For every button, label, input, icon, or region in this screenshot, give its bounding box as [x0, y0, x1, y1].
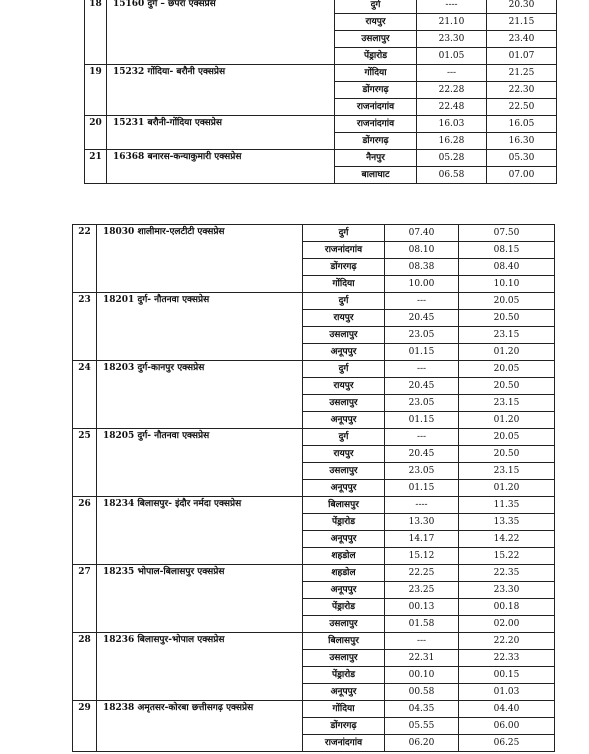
station-name: पेंड्रारोड [303, 667, 385, 684]
arrival-time: 22.48 [417, 99, 487, 116]
train-name: 15232 गोंदिया- बरौनी एक्सप्रेस [107, 65, 335, 116]
train-name: 16368 बनारस-कन्याकुमारी एक्सप्रेस [107, 150, 335, 184]
departure-time: 14.22 [459, 531, 555, 548]
station-name: शहडोल [303, 565, 385, 582]
train-name: 15231 बरौनी-गोंदिया एक्सप्रेस [107, 116, 335, 150]
arrival-time: 23.05 [385, 327, 459, 344]
station-name: बिलासपुर [303, 633, 385, 650]
departure-time: 23.15 [459, 463, 555, 480]
arrival-time: 23.05 [385, 463, 459, 480]
departure-time: 21.15 [487, 14, 557, 31]
arrival-time: 01.15 [385, 412, 459, 429]
arrival-time: 22.28 [417, 82, 487, 99]
arrival-time: 00.13 [385, 599, 459, 616]
arrival-time: ---- [417, 0, 487, 14]
departure-time: 10.10 [459, 276, 555, 293]
station-name: डोंगरगढ़ [303, 259, 385, 276]
arrival-time: 13.30 [385, 514, 459, 531]
train-serial: 21 [85, 150, 107, 184]
station-name: डोंगरगढ़ [335, 82, 417, 99]
station-name: राजनांदगांव [335, 116, 417, 133]
station-name: रायपुर [303, 310, 385, 327]
train-serial: 22 [73, 225, 97, 293]
arrival-time: --- [385, 293, 459, 310]
departure-time: 08.40 [459, 259, 555, 276]
station-name: पेंड्रारोड [303, 514, 385, 531]
arrival-time: ---- [385, 497, 459, 514]
departure-time: 20.50 [459, 378, 555, 395]
table-row [73, 565, 555, 582]
table-row [73, 701, 555, 718]
arrival-time: 20.45 [385, 378, 459, 395]
departure-time: 01.07 [487, 48, 557, 65]
table-row [85, 65, 557, 82]
departure-time: 23.30 [459, 582, 555, 599]
departure-time: 00.18 [459, 599, 555, 616]
timetable-1-body [85, 0, 557, 184]
table-row [73, 633, 555, 650]
station-name: गोंदिया [303, 276, 385, 293]
departure-time: 22.50 [487, 99, 557, 116]
arrival-time: 00.58 [385, 684, 459, 701]
table-row [85, 0, 557, 14]
departure-time: 23.15 [459, 395, 555, 412]
station-name: राजनांदगांव [303, 735, 385, 752]
timetable-2-body [73, 225, 555, 752]
arrival-time: 06.20 [385, 735, 459, 752]
departure-time: 20.05 [459, 293, 555, 310]
arrival-time: 22.31 [385, 650, 459, 667]
train-name: 18235 भोपाल-बिलासपुर एक्सप्रेस [97, 565, 303, 633]
train-serial: 20 [85, 116, 107, 150]
departure-time: 11.35 [459, 497, 555, 514]
arrival-time: 23.30 [417, 31, 487, 48]
train-serial: 26 [73, 497, 97, 565]
arrival-time: 07.40 [385, 225, 459, 242]
station-name: उसलापुर [303, 650, 385, 667]
departure-time: 01.03 [459, 684, 555, 701]
arrival-time: 08.10 [385, 242, 459, 259]
station-name: गोंदिया [303, 701, 385, 718]
departure-time: 04.40 [459, 701, 555, 718]
train-name: 15160 दुर्ग – छपरा एक्सप्रेस [107, 0, 335, 65]
arrival-time: 06.58 [417, 167, 487, 184]
departure-time: 05.30 [487, 150, 557, 167]
departure-time: 22.35 [459, 565, 555, 582]
station-name: शहडोल [303, 548, 385, 565]
train-name: 18203 दुर्ग-कानपुर एक्सप्रेस [97, 361, 303, 429]
arrival-time: 16.03 [417, 116, 487, 133]
station-name: दुर्ग [303, 429, 385, 446]
departure-time: 21.25 [487, 65, 557, 82]
train-name: 18236 बिलासपुर-भोपाल एक्सप्रेस [97, 633, 303, 701]
table-row [73, 225, 555, 242]
arrival-time: --- [385, 633, 459, 650]
arrival-time: 00.10 [385, 667, 459, 684]
departure-time: 01.20 [459, 344, 555, 361]
arrival-time: --- [385, 429, 459, 446]
arrival-time: --- [417, 65, 487, 82]
departure-time: 15.22 [459, 548, 555, 565]
table-row [73, 497, 555, 514]
station-name: रायपुर [335, 14, 417, 31]
departure-time: 01.20 [459, 480, 555, 497]
station-name: बालाघाट [335, 167, 417, 184]
train-serial: 25 [73, 429, 97, 497]
train-name: 18030 शालीमार-एलटीटी एक्सप्रेस [97, 225, 303, 293]
arrival-time: 04.35 [385, 701, 459, 718]
train-name: 18234 बिलासपुर- इंदौर नर्मदा एक्सप्रेस [97, 497, 303, 565]
station-name: दुर्ग [303, 225, 385, 242]
table-row [85, 150, 557, 167]
station-name: उसलापुर [303, 463, 385, 480]
arrival-time: 01.58 [385, 616, 459, 633]
arrival-time: 15.12 [385, 548, 459, 565]
arrival-time: 05.28 [417, 150, 487, 167]
arrival-time: 14.17 [385, 531, 459, 548]
station-name: दुर्ग [303, 361, 385, 378]
arrival-time: 08.38 [385, 259, 459, 276]
departure-time: 06.25 [459, 735, 555, 752]
departure-time: 23.15 [459, 327, 555, 344]
station-name: उसलापुर [335, 31, 417, 48]
departure-time: 07.50 [459, 225, 555, 242]
station-name: राजनांदगांव [335, 99, 417, 116]
departure-time: 06.00 [459, 718, 555, 735]
departure-time: 16.30 [487, 133, 557, 150]
train-serial: 19 [85, 65, 107, 116]
station-name: दुर्ग [303, 293, 385, 310]
departure-time: 01.20 [459, 412, 555, 429]
departure-time: 13.35 [459, 514, 555, 531]
departure-time: 16.05 [487, 116, 557, 133]
departure-time: 20.05 [459, 429, 555, 446]
departure-time: 08.15 [459, 242, 555, 259]
station-name: राजनांदगांव [303, 242, 385, 259]
arrival-time: --- [385, 361, 459, 378]
train-name: 18205 दुर्ग- नौतनवा एक्सप्रेस [97, 429, 303, 497]
station-name: गोंदिया [335, 65, 417, 82]
train-serial: 24 [73, 361, 97, 429]
station-name: रायपुर [303, 378, 385, 395]
train-serial: 23 [73, 293, 97, 361]
timetable-part-2 [72, 224, 555, 752]
departure-time: 20.50 [459, 310, 555, 327]
arrival-time: 23.05 [385, 395, 459, 412]
train-name: 18238 अमृतसर-कोरबा छत्तीसगढ़ एक्सप्रेस [97, 701, 303, 752]
departure-time: 02.00 [459, 616, 555, 633]
station-name: डोंगरगढ़ [303, 718, 385, 735]
train-serial: 27 [73, 565, 97, 633]
train-name: 18201 दुर्ग- नौतनवा एक्सप्रेस [97, 293, 303, 361]
arrival-time: 05.55 [385, 718, 459, 735]
station-name: अनूपपुर [303, 480, 385, 497]
arrival-time: 01.15 [385, 480, 459, 497]
station-name: उसलापुर [303, 395, 385, 412]
arrival-time: 23.25 [385, 582, 459, 599]
station-name: अनूपपुर [303, 531, 385, 548]
arrival-time: 01.05 [417, 48, 487, 65]
arrival-time: 22.25 [385, 565, 459, 582]
table-row [85, 116, 557, 133]
station-name: डोंगरगढ़ [335, 133, 417, 150]
train-serial: 18 [85, 0, 107, 65]
station-name: उसलापुर [303, 327, 385, 344]
train-serial: 28 [73, 633, 97, 701]
departure-time: 22.20 [459, 633, 555, 650]
arrival-time: 01.15 [385, 344, 459, 361]
departure-time: 20.05 [459, 361, 555, 378]
station-name: उसलापुर [303, 616, 385, 633]
arrival-time: 21.10 [417, 14, 487, 31]
table-row [73, 429, 555, 446]
table-row [73, 293, 555, 310]
station-name: पेंड्रारोड [335, 48, 417, 65]
arrival-time: 20.45 [385, 446, 459, 463]
arrival-time: 16.28 [417, 133, 487, 150]
station-name: अनूपपुर [303, 412, 385, 429]
departure-time: 22.30 [487, 82, 557, 99]
arrival-time: 10.00 [385, 276, 459, 293]
station-name: अनूपपुर [303, 684, 385, 701]
departure-time: 07.00 [487, 167, 557, 184]
train-serial: 29 [73, 701, 97, 752]
station-name: अनूपपुर [303, 344, 385, 361]
departure-time: 00.15 [459, 667, 555, 684]
departure-time: 23.40 [487, 31, 557, 48]
station-name: पेंड्रारोड [303, 599, 385, 616]
station-name: रायपुर [303, 446, 385, 463]
timetable-part-1 [84, 0, 557, 184]
departure-time: 20.50 [459, 446, 555, 463]
station-name: अनूपपुर [303, 582, 385, 599]
station-name: नैनपुर [335, 150, 417, 167]
departure-time: 20.30 [487, 0, 557, 14]
station-name: दुर्ग [335, 0, 417, 14]
station-name: बिलासपुर [303, 497, 385, 514]
table-row [73, 361, 555, 378]
arrival-time: 20.45 [385, 310, 459, 327]
departure-time: 22.33 [459, 650, 555, 667]
